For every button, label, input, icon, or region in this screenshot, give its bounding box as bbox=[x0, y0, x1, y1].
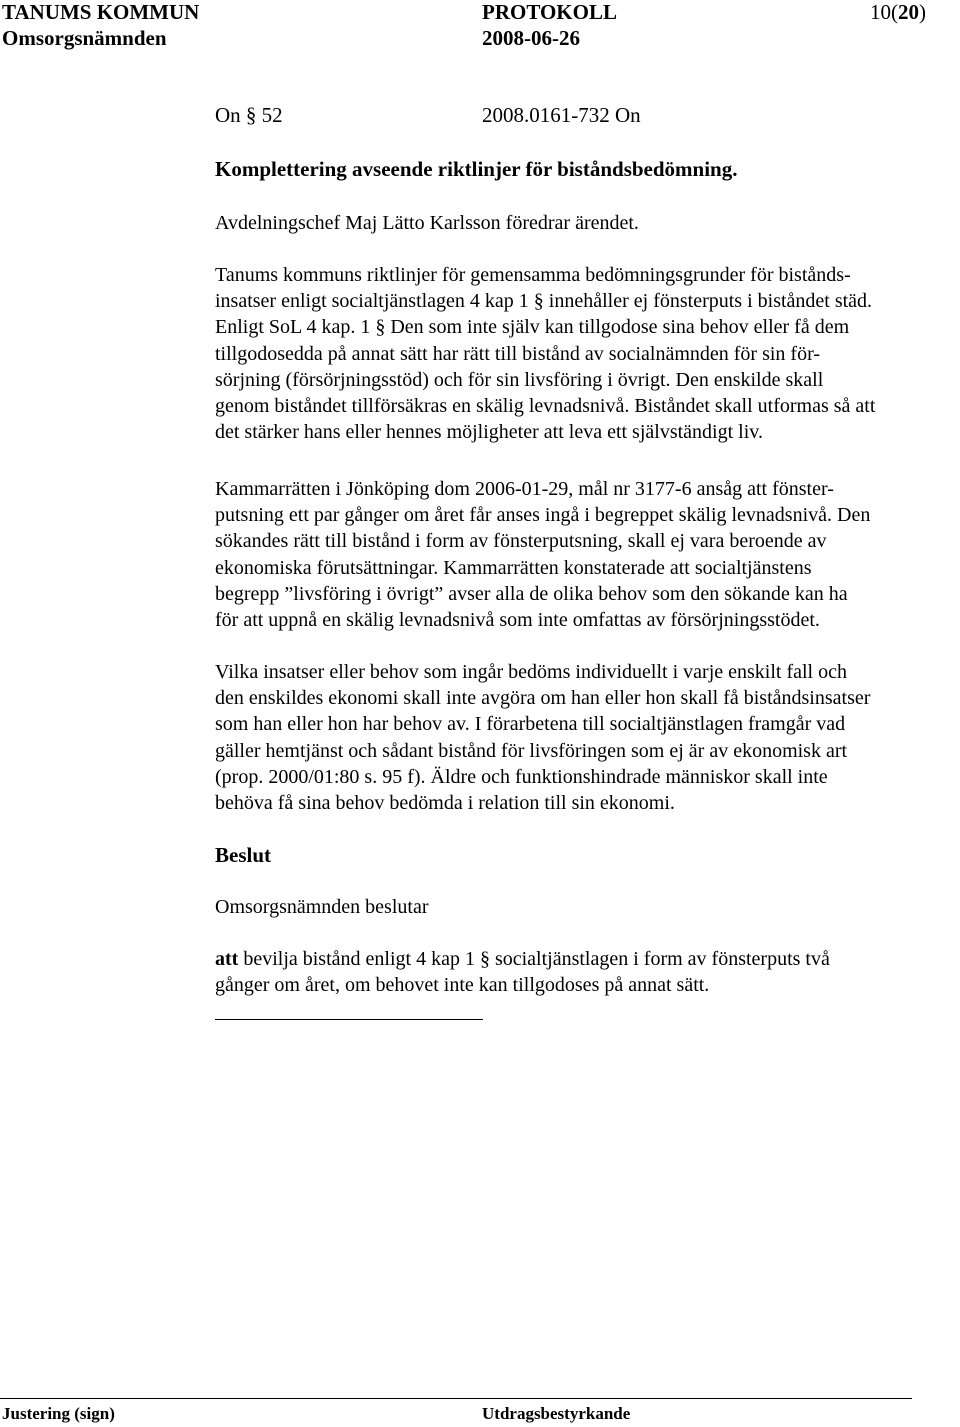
header-date: 2008-06-26 bbox=[482, 26, 580, 50]
decision-heading: Beslut bbox=[215, 843, 272, 867]
paragraph-line: putsning ett par gånger om året får anses ingå i begreppet skälig levnadsnivå. Den bbox=[215, 504, 871, 527]
section-end-rule bbox=[215, 1019, 483, 1020]
body-paragraph-3 bbox=[215, 659, 960, 816]
paragraph-line: för att uppnå en skälig levnadsnivå som inte omfattas av försörjningsstödet. bbox=[215, 609, 820, 632]
paragraph-line: Vilka insatser eller behov som ingår bedöms individuellt i varje enskilt fall och bbox=[215, 661, 847, 683]
paragraph-line: det stärker hans eller hennes möjligheter att leva ett självständigt liv. bbox=[215, 421, 763, 444]
paragraph-line: behöva få sina behov bedömda i relation till sin ekonomi. bbox=[215, 792, 675, 815]
page-close: ) bbox=[919, 0, 926, 24]
paragraph-line: Enligt SoL 4 kap. 1 § Den som inte själv kan tillgodose sina behov eller få dem bbox=[215, 316, 850, 339]
paragraph-line: Kammarrätten i Jönköping dom 2006-01-29, mål nr 3177-6 ansåg att fönster- bbox=[215, 478, 834, 500]
body-paragraph-1 bbox=[215, 262, 960, 445]
paragraph-line: sörjning (försörjningsstöd) och för sin livsföring i övrigt. Den enskilde skall bbox=[215, 368, 824, 391]
header-page-number bbox=[870, 0, 926, 24]
paragraph-line: gäller hemtjänst och sådant bistånd för livsföringen som ej är av ekonomisk art bbox=[215, 739, 848, 762]
page-current: 10( bbox=[870, 0, 898, 24]
case-presenter: Avdelningschef Maj Lätto Karlsson föredrar ärendet. bbox=[215, 212, 639, 234]
header-document-type: PROTOKOLL bbox=[482, 0, 617, 24]
paragraph-line: begrepp ”livsföring i övrigt” avser alla de olika behov som den sökande kan ha bbox=[215, 582, 848, 605]
paragraph-line: tillgodosedda på annat sätt har rätt till bistånd av socialnämnden för sin för- bbox=[215, 342, 820, 365]
case-diary-number: 2008.0161-732 On bbox=[482, 103, 641, 127]
header-organization: TANUMS KOMMUN bbox=[2, 0, 200, 24]
paragraph-line: insatser enligt socialtjänstlagen 4 kap 1 § innehåller ej fönsterputs i biståndet städ. bbox=[215, 290, 873, 313]
decision-line bbox=[215, 946, 960, 972]
paragraph-line: Tanums kommuns riktlinjer för gemensamma bedömningsgrunder för bistånds- bbox=[215, 264, 851, 286]
paragraph-line: (prop. 2000/01:80 s. 95 f). Äldre och funktionshindrade människor skall inte bbox=[215, 765, 828, 788]
decision-att-word: att bbox=[215, 948, 239, 970]
paragraph-line: ekonomiska förutsättningar. Kammarrätten konstaterade att socialtjänstens bbox=[215, 556, 812, 579]
paragraph-line: sökandes rätt till bistånd i form av fönsterputsning, skall ej vara beroende av bbox=[215, 530, 827, 553]
decision-line-1-text: bevilja bistånd enligt 4 kap 1 § socialtjänstlagen i form av fönsterputs två bbox=[238, 948, 830, 970]
decision-line: gånger om året, om behovet inte kan tillgodoses på annat sätt. bbox=[215, 974, 710, 997]
case-title: Komplettering avseende riktlinjer för biståndsbedömning. bbox=[215, 157, 738, 181]
header-committee: Omsorgsnämnden bbox=[2, 26, 167, 50]
paragraph-line: som han eller hon har behov av. I förarbetena till socialtjänstlagen framgår vad bbox=[215, 713, 846, 736]
footer-justering-label: Justering (sign) bbox=[2, 1404, 115, 1423]
body-paragraph-2 bbox=[215, 476, 960, 633]
decision-text bbox=[215, 946, 960, 998]
paragraph-line: genom biståndet tillförsäkras en skälig levnadsnivå. Biståndet skall utformas så att bbox=[215, 395, 876, 418]
footer-rule bbox=[0, 1398, 912, 1399]
footer-utdragsbestyrkande-label: Utdragsbestyrkande bbox=[482, 1404, 631, 1423]
case-paragraph-number: On § 52 bbox=[215, 103, 283, 127]
page-total: 20 bbox=[898, 0, 919, 24]
decision-intro: Omsorgsnämnden beslutar bbox=[215, 896, 429, 918]
paragraph-line: den enskildes ekonomi skall inte avgöra om han eller hon skall få biståndsinsatser bbox=[215, 687, 871, 710]
